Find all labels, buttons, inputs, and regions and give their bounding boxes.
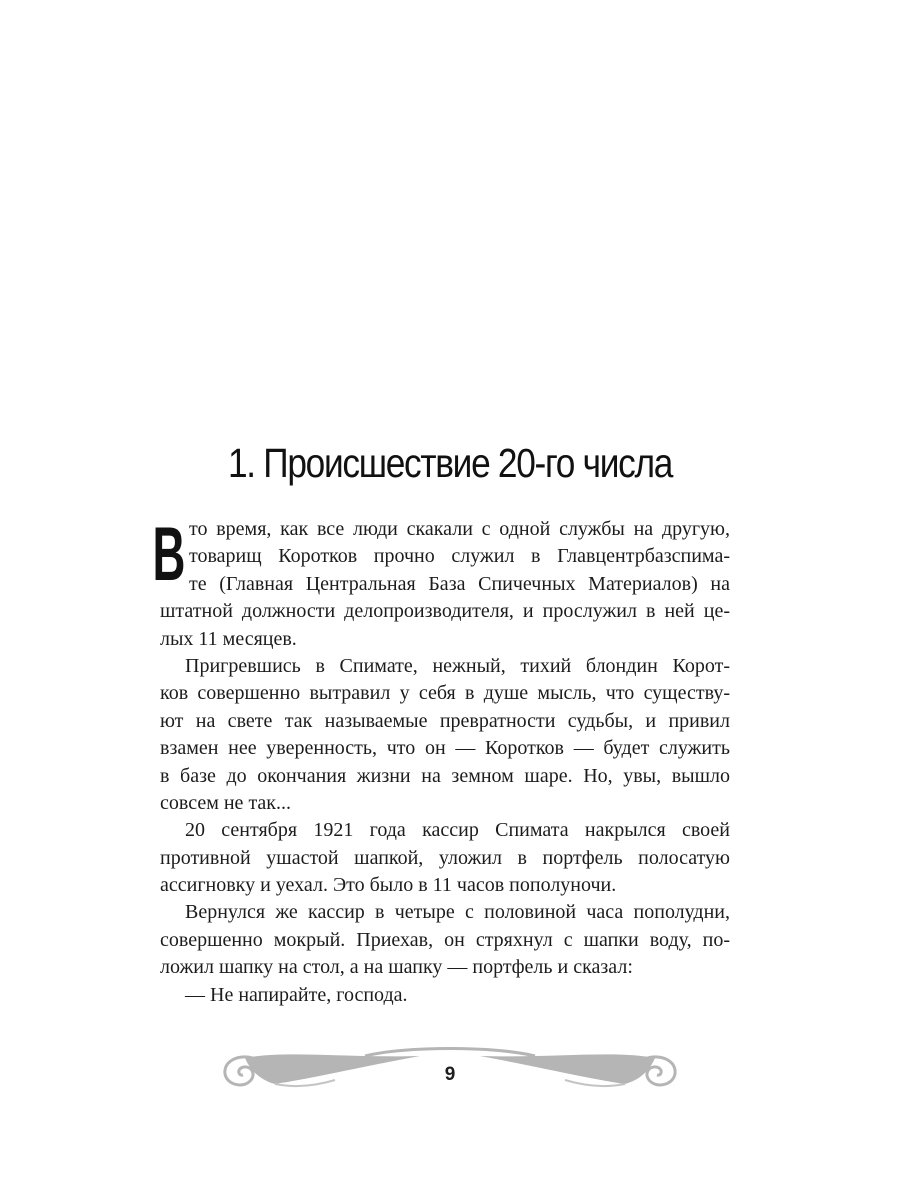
text-line: в базе до окончания жизни на земном шаре. Но, увы, вышло xyxy=(160,764,730,787)
text-line: совсем не так... xyxy=(160,791,292,814)
text-line: Пригревшись в Спимате, нежный, тихий блондин Корот- xyxy=(185,654,730,677)
text-line: ассигновку и уехал. Это было в 11 часов пополуночи. xyxy=(160,874,617,897)
text-line: ют на свете так называемые превратности судьбы, и привил xyxy=(160,709,730,732)
text-line: те (Главная Центральная База Спичечных Материалов) на xyxy=(189,572,730,595)
drop-cap: В xyxy=(152,512,186,597)
text-line: взамен нее уверенность, что он — Коротков — будет служить xyxy=(160,737,730,760)
text-line: Вернулся же кассир в четыре с половиной часа пополудни, xyxy=(185,901,730,924)
text-line: ков совершенно вытравил у себя в душе мысль, что существу- xyxy=(160,682,730,705)
text-line: 20 сентября 1921 года кассир Спимата накрылся своей xyxy=(185,819,730,842)
text-line: товарищ Коротков прочно служил в Главцентрбазспима- xyxy=(189,545,730,568)
text-line: ложил шапку на стол, а на шапку — портфель и сказал: xyxy=(160,956,633,979)
text-line: лых 11 месяцев. xyxy=(160,627,297,650)
page-number: 9 xyxy=(444,1064,456,1085)
text-line: противной ушастой шапкой, уложил в портфель полосатую xyxy=(160,846,730,869)
chapter-text xyxy=(152,512,730,1009)
text-line: совершенно мокрый. Приехав, он стряхнул с шапки воду, по- xyxy=(160,928,730,951)
text-line: штатной должности делопроизводителя, и прослужил в ней це- xyxy=(160,600,730,623)
text-line: — Не напирайте, господа. xyxy=(185,983,408,1006)
chapter-title: 1. Происшествие 20-го числа xyxy=(227,440,673,486)
text-line: то время, как все люди скакали с одной службы на другую, xyxy=(189,518,730,540)
